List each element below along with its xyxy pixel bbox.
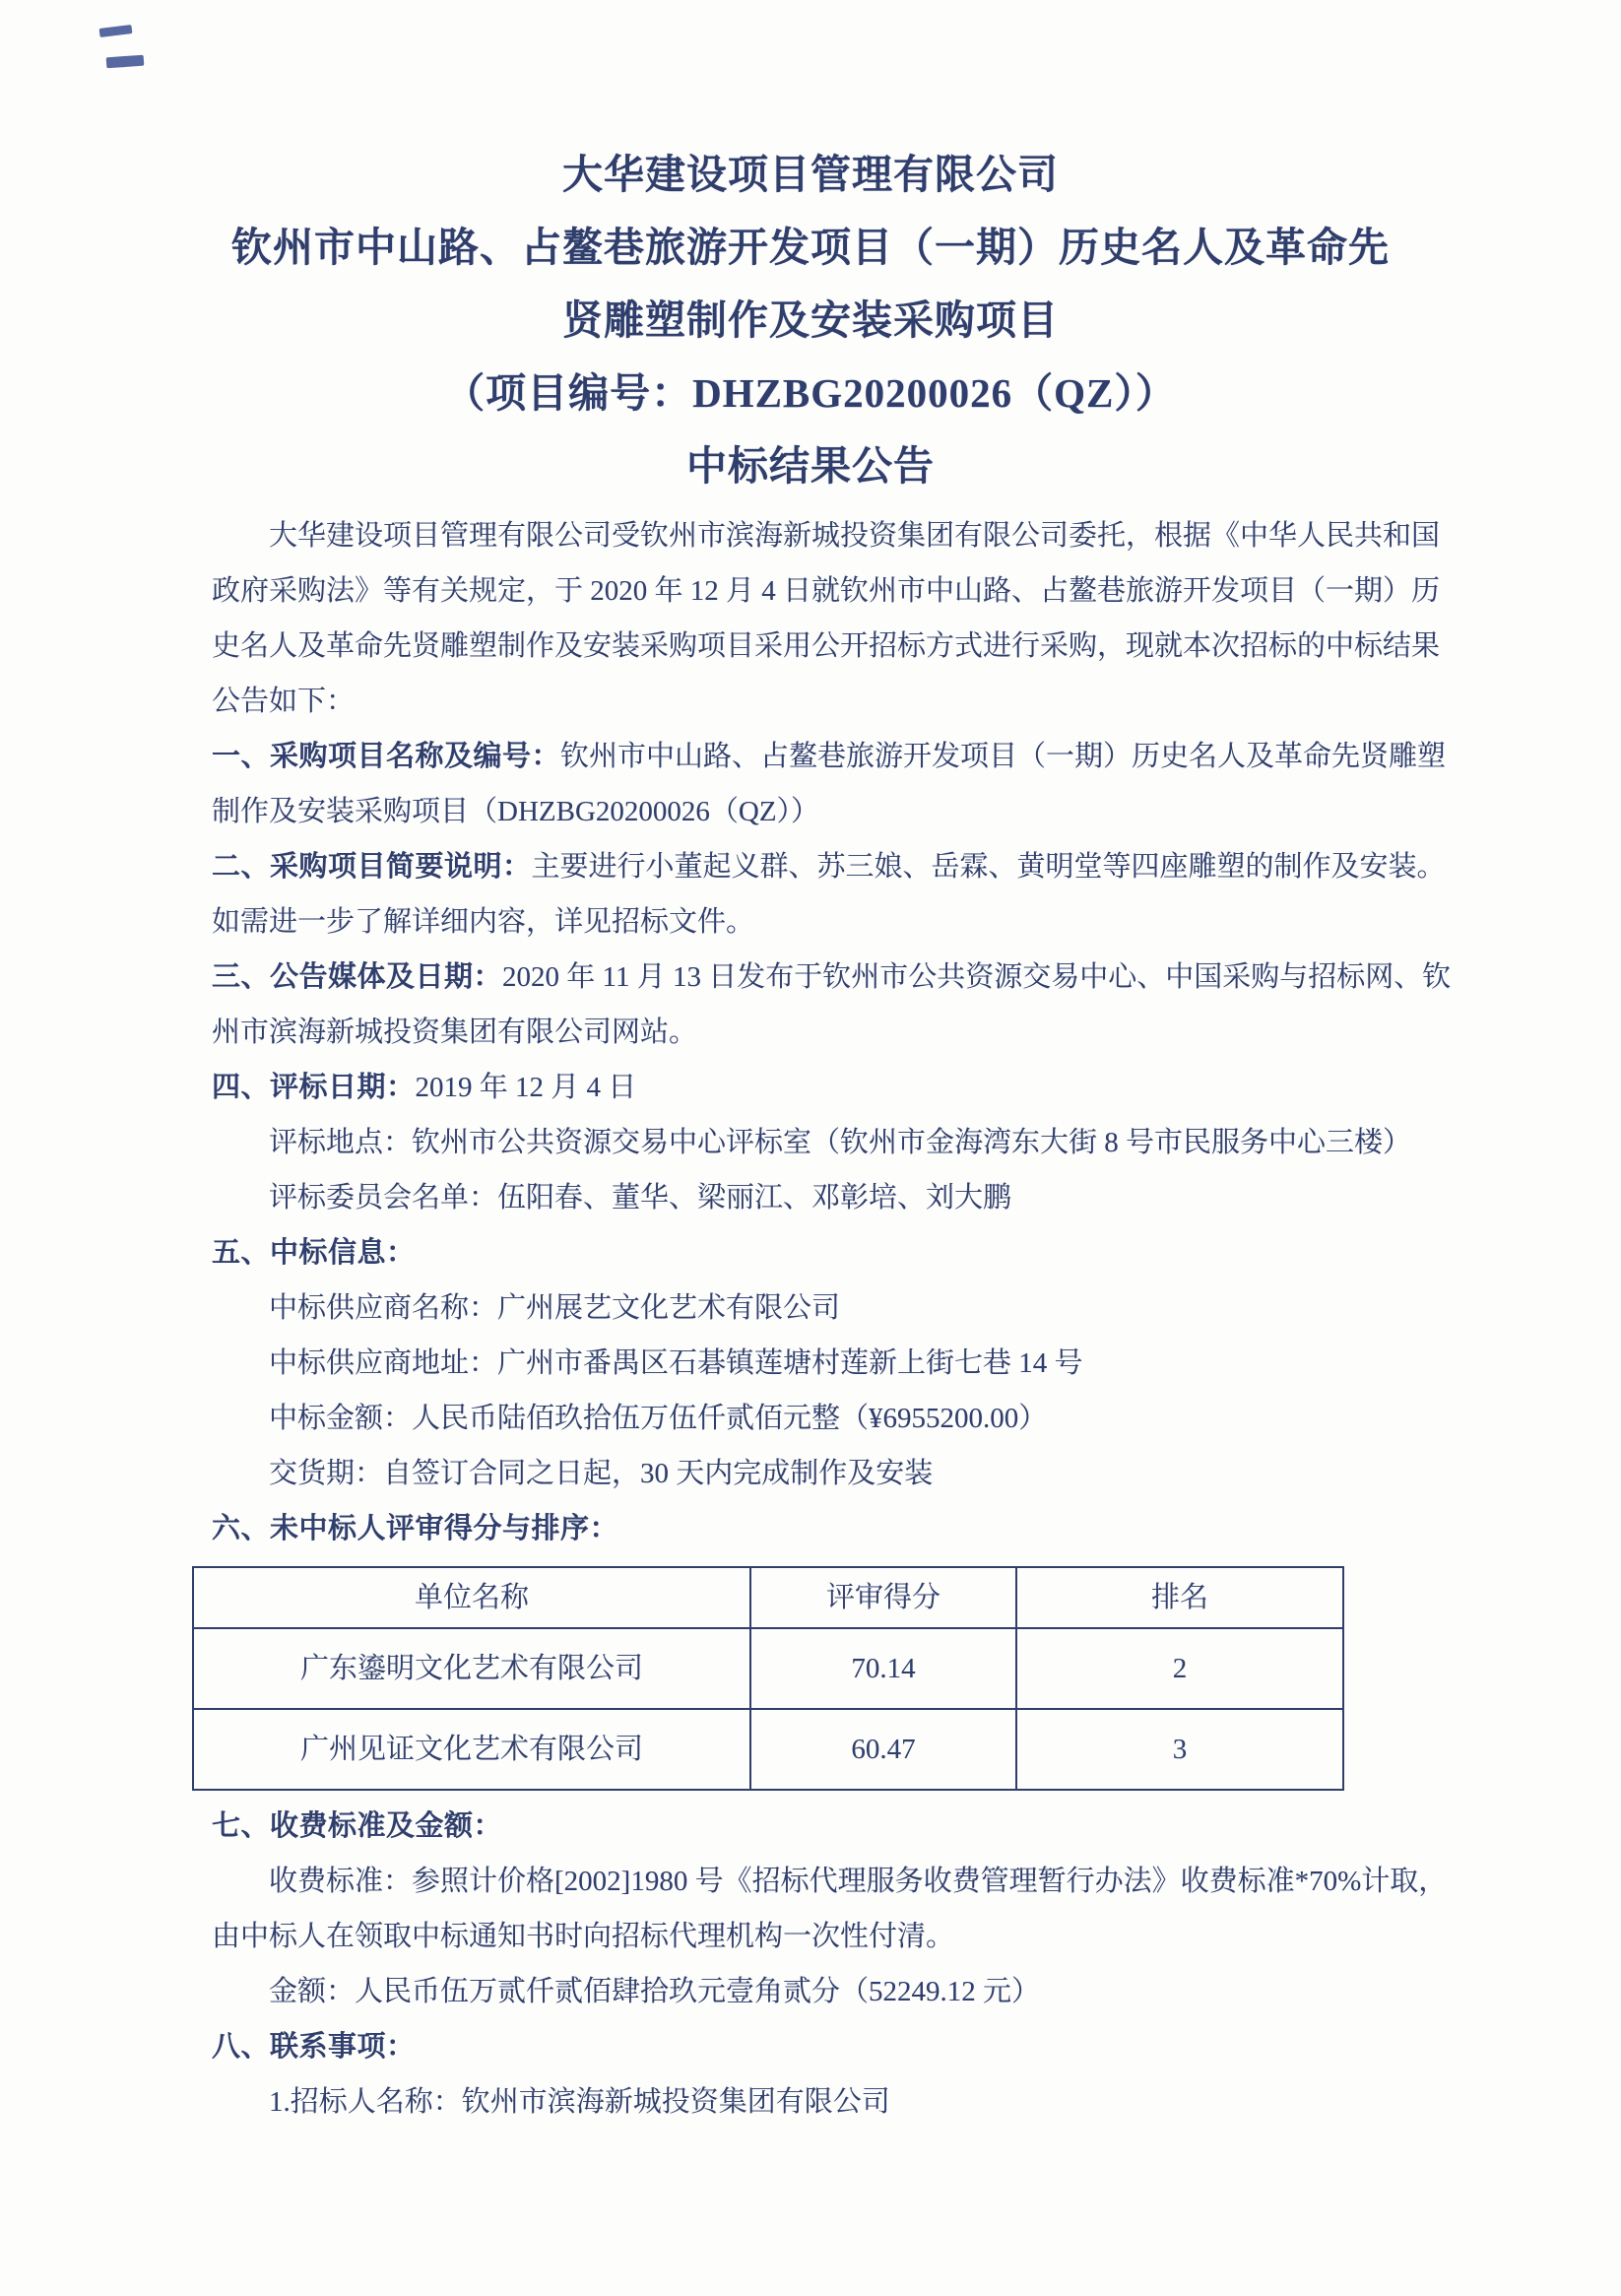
section-4-date: 2019 年 12 月 4 日 <box>415 1072 637 1103</box>
table-row <box>193 1628 1343 1709</box>
section-7-fee-standard: 收费标准：参照计价格[2002]1980 号《招标代理服务收费管理暂行办法》收费标准*70%计取， <box>269 1866 1448 1897</box>
bidder-score: 70.14 <box>750 1628 1016 1709</box>
document-title-block <box>0 0 1621 502</box>
intro-line-3: 史名人及革命先贤雕塑制作及安装采购项目采用公开招标方式进行采购，现就本次招标的中标结果 <box>212 630 1441 662</box>
score-table-header-rank: 排名 <box>1016 1567 1343 1628</box>
section-1-text: 钦州市中山路、占鳌巷旅游开发项目（一期）历史名人及革命先贤雕塑 <box>560 741 1447 772</box>
title-announcement: 中标结果公告 <box>686 443 935 489</box>
section-3-line-2: 州市滨海新城投资集团有限公司网站。 <box>212 1017 698 1048</box>
section-2-heading: 二、采购项目简要说明： <box>212 851 532 883</box>
score-table-header-row <box>193 1567 1343 1628</box>
section-1-line-2: 制作及安装采购项目（DHZBG20200026（QZ）） <box>212 796 820 827</box>
document-body <box>212 508 1483 2130</box>
section-5-supplier-name: 中标供应商名称：广州展艺文化艺术有限公司 <box>269 1292 841 1324</box>
section-2-text: 主要进行小董起义群、苏三娘、岳霖、黄明堂等四座雕塑的制作及安装。 <box>531 851 1446 883</box>
score-table <box>192 1566 1344 1791</box>
section-4-venue: 评标地点：钦州市公共资源交易中心评标室（钦州市金海湾东大街 8 号市民服务中心三楼） <box>269 1127 1412 1158</box>
section-2-line-1 <box>212 839 1483 894</box>
section-2-line-2: 如需进一步了解详细内容，详见招标文件。 <box>212 906 755 938</box>
section-8-heading: 八、联系事项： <box>212 2031 416 2063</box>
section-7-heading: 七、收费标准及金额： <box>212 1810 503 1842</box>
section-6-line-1 <box>212 1501 1483 1556</box>
bidder-score: 60.47 <box>750 1709 1016 1790</box>
section-4-line-1 <box>212 1060 1483 1115</box>
section-3-heading: 三、公告媒体及日期： <box>212 961 503 993</box>
title-project-line-2: 贤雕塑制作及安装采购项目 <box>562 297 1059 343</box>
intro-line-2: 政府采购法》等有关规定，于 2020 年 12 月 4 日就钦州市中山路、占鳌巷旅游开发项目（一期）历 <box>212 575 1441 607</box>
table-row <box>193 1709 1343 1790</box>
section-1-line-1 <box>212 729 1483 784</box>
section-7-line-1 <box>212 1799 1483 1854</box>
section-6-heading: 六、未中标人评审得分与排序： <box>212 1513 619 1544</box>
section-8-line-1 <box>212 2019 1483 2074</box>
section-5-heading: 五、中标信息： <box>212 1237 416 1269</box>
score-table-header-score: 评审得分 <box>750 1567 1016 1628</box>
bidder-name: 广东鎏明文化艺术有限公司 <box>193 1628 750 1709</box>
section-4-committee: 评标委员会名单：伍阳春、董华、梁丽江、邓彰培、刘大鹏 <box>269 1182 1012 1214</box>
section-3-text: 2020 年 11 月 13 日发布于钦州市公共资源交易中心、中国采购与招标网、钦 <box>502 961 1452 993</box>
section-8-tenderee-name: 1.招标人名称：钦州市滨海新城投资集团有限公司 <box>269 2086 890 2118</box>
bidder-name: 广州见证文化艺术有限公司 <box>193 1709 750 1790</box>
section-5-supplier-address: 中标供应商地址：广州市番禺区石碁镇莲塘村莲新上街七巷 14 号 <box>269 1347 1083 1379</box>
section-4-heading: 四、评标日期： <box>212 1072 416 1103</box>
bidder-rank: 2 <box>1016 1628 1343 1709</box>
title-project-number: （项目编号：DHZBG20200026（QZ）） <box>444 370 1177 416</box>
intro-line-4: 公告如下： <box>212 686 356 717</box>
section-1-heading: 一、采购项目名称及编号： <box>212 741 561 772</box>
bidder-rank: 3 <box>1016 1709 1343 1790</box>
title-project-line-1: 钦州市中山路、占鳌巷旅游开发项目（一期）历史名人及革命先 <box>231 225 1390 270</box>
section-5-award-amount: 中标金额：人民币陆佰玖拾伍万伍仟贰佰元整（¥6955200.00） <box>269 1403 1048 1434</box>
intro-line-1: 大华建设项目管理有限公司受钦州市滨海新城投资集团有限公司委托，根据《中华人民共和国 <box>269 520 1441 552</box>
section-7-fee-standard-cont: 由中标人在领取中标通知书时向招标代理机构一次性付清。 <box>212 1921 955 1952</box>
score-table-header-unit: 单位名称 <box>193 1567 750 1628</box>
section-3-line-1 <box>212 950 1483 1005</box>
section-7-fee-amount: 金额：人民币伍万贰仟贰佰肆拾玖元壹角贰分（52249.12 元） <box>269 1976 1041 2007</box>
section-5-line-1 <box>212 1225 1483 1280</box>
title-company: 大华建设项目管理有限公司 <box>562 152 1059 197</box>
section-5-delivery-term: 交货期：自签订合同之日起，30 天内完成制作及安装 <box>269 1458 934 1489</box>
